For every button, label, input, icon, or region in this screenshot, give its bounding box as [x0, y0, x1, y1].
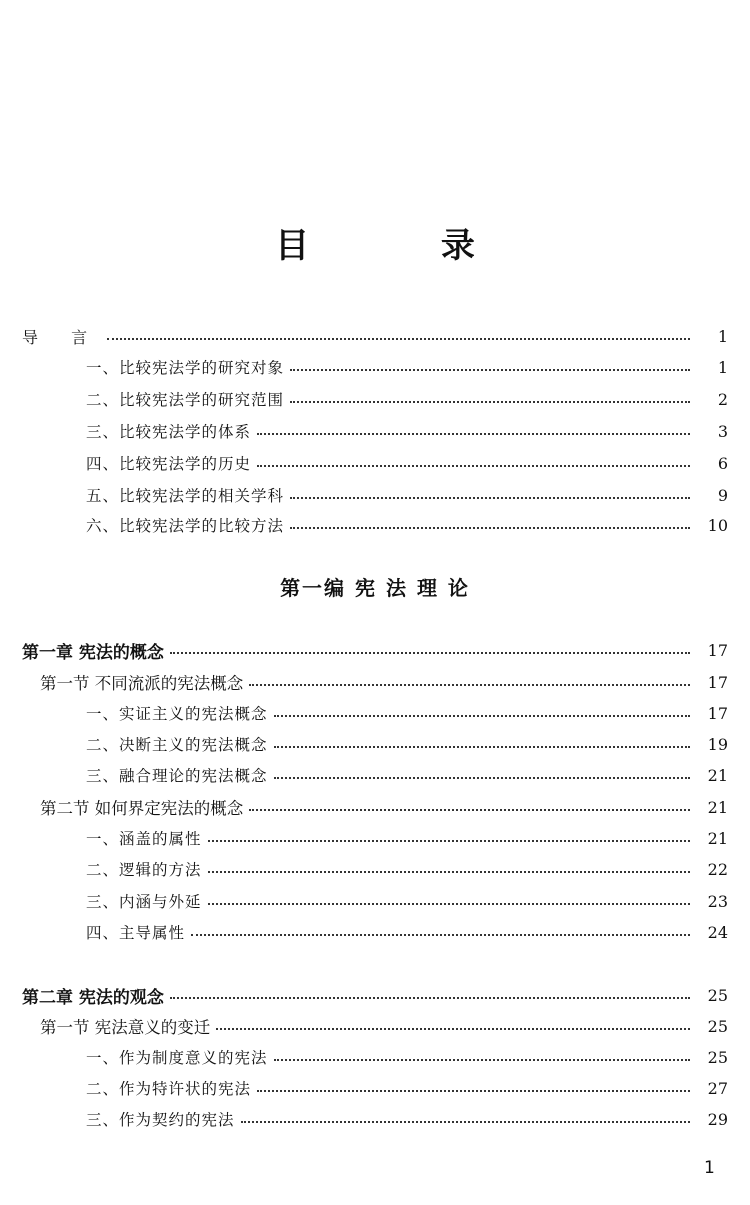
- leader-dots: [257, 433, 690, 435]
- toc-entry-page: 9: [717, 485, 728, 505]
- part-title: 第一编 宪 法 理 论: [280, 576, 470, 600]
- toc-entry-section[interactable]: [0, 1011, 728, 1041]
- toc-entry[interactable]: [0, 384, 728, 414]
- leader-dots: [274, 715, 690, 717]
- toc-entry-page: 1: [717, 326, 728, 346]
- leader-dots: [274, 746, 690, 748]
- toc-entry[interactable]: [0, 823, 728, 853]
- toc-entry-page: 25: [707, 1016, 728, 1036]
- leader-dots: [170, 652, 690, 654]
- toc-entry-page: 3: [717, 421, 728, 441]
- toc-entry[interactable]: [0, 1073, 728, 1103]
- toc-entry-label: 导 言: [22, 327, 102, 347]
- toc-entry-page: 23: [707, 891, 728, 911]
- leader-dots: [290, 369, 690, 371]
- toc-entry-page: 10: [707, 515, 728, 535]
- toc-entry-intro[interactable]: [0, 321, 728, 351]
- leader-dots: [208, 840, 690, 842]
- toc-entry-label: 二、决断主义的宪法概念: [86, 736, 268, 754]
- toc-entry-page: 19: [707, 734, 728, 754]
- leader-dots: [208, 871, 690, 873]
- toc-entry-label: 第一章 宪法的概念: [22, 642, 164, 663]
- toc-entry-label: 第二节 如何界定宪法的概念: [40, 799, 244, 818]
- leader-dots: [257, 465, 690, 467]
- toc-entry[interactable]: [0, 760, 728, 790]
- toc-entry-label: 一、实证主义的宪法概念: [86, 705, 268, 723]
- toc-entry-page: 25: [707, 1047, 728, 1067]
- toc-entry-label: 一、比较宪法学的研究对象: [86, 359, 285, 377]
- toc-entry[interactable]: [0, 917, 728, 947]
- toc-entry-label: 二、作为特许状的宪法: [86, 1080, 252, 1098]
- page-title: 目 录: [275, 226, 535, 266]
- toc-entry[interactable]: [0, 352, 728, 382]
- toc-entry[interactable]: [0, 854, 728, 884]
- leader-dots: [249, 684, 690, 686]
- leader-dots: [191, 934, 690, 936]
- toc-entry-label: 三、作为契约的宪法: [86, 1111, 235, 1129]
- toc-entry-page: 21: [707, 828, 728, 848]
- toc-entry-label: 第一节 不同流派的宪法概念: [40, 674, 244, 693]
- toc-entry[interactable]: [0, 886, 728, 916]
- toc-entry-label: 二、逻辑的方法: [86, 861, 202, 879]
- toc-entry-chapter[interactable]: [0, 980, 728, 1010]
- toc-entry-page: 17: [707, 640, 728, 660]
- toc-entry-page: 29: [707, 1109, 728, 1129]
- leader-dots: [208, 903, 690, 905]
- toc-entry-chapter[interactable]: [0, 635, 728, 665]
- toc-entry-page: 17: [707, 703, 728, 723]
- toc-entry-label: 二、比较宪法学的研究范围: [86, 391, 285, 409]
- leader-dots: [274, 777, 690, 779]
- toc-entry-section[interactable]: [0, 667, 728, 697]
- toc-entry-page: 22: [707, 859, 728, 879]
- toc-entry-page: 21: [707, 797, 728, 817]
- toc-entry-label: 三、比较宪法学的体系: [86, 423, 252, 441]
- toc-entry-label: 第二章 宪法的观念: [22, 987, 164, 1008]
- toc-entry[interactable]: [0, 1042, 728, 1072]
- toc-entry-label: 六、比较宪法学的比较方法: [86, 517, 285, 535]
- toc-entry-page: 21: [707, 765, 728, 785]
- toc-entry-page: 25: [707, 985, 728, 1005]
- leader-dots: [274, 1059, 690, 1061]
- toc-entry[interactable]: [0, 698, 728, 728]
- leader-dots: [290, 527, 690, 529]
- toc-entry-label: 四、主导属性: [86, 924, 186, 942]
- page-number: 1: [704, 1158, 715, 1178]
- toc-entry[interactable]: [0, 480, 728, 510]
- leader-dots: [216, 1028, 690, 1030]
- leader-dots: [170, 997, 690, 999]
- leader-dots: [290, 401, 690, 403]
- leader-dots: [241, 1121, 690, 1123]
- leader-dots: [290, 497, 690, 499]
- leader-dots: [249, 809, 690, 811]
- toc-entry-label: 五、比较宪法学的相关学科: [86, 487, 285, 505]
- toc-entry-label: 一、涵盖的属性: [86, 830, 202, 848]
- toc-entry-section[interactable]: [0, 792, 728, 822]
- toc-entry-page: 2: [717, 389, 728, 409]
- toc-entry-page: 1: [717, 357, 728, 377]
- toc-entry-page: 6: [717, 453, 728, 473]
- toc-entry[interactable]: [0, 1104, 728, 1134]
- toc-entry[interactable]: [0, 448, 728, 478]
- toc-entry-label: 一、作为制度意义的宪法: [86, 1049, 268, 1067]
- toc-entry-label: 三、内涵与外延: [86, 893, 202, 911]
- toc-entry-label: 四、比较宪法学的历史: [86, 455, 252, 473]
- toc-entry-page: 27: [707, 1078, 728, 1098]
- leader-dots: [107, 338, 690, 340]
- toc-entry-page: 17: [707, 672, 728, 692]
- toc-entry-label: 第一节 宪法意义的变迁: [40, 1018, 211, 1037]
- toc-entry-label: 三、融合理论的宪法概念: [86, 767, 268, 785]
- toc-entry[interactable]: [0, 729, 728, 759]
- toc-entry[interactable]: [0, 510, 728, 540]
- leader-dots: [257, 1090, 690, 1092]
- toc-entry-page: 24: [707, 922, 728, 942]
- toc-entry[interactable]: [0, 416, 728, 446]
